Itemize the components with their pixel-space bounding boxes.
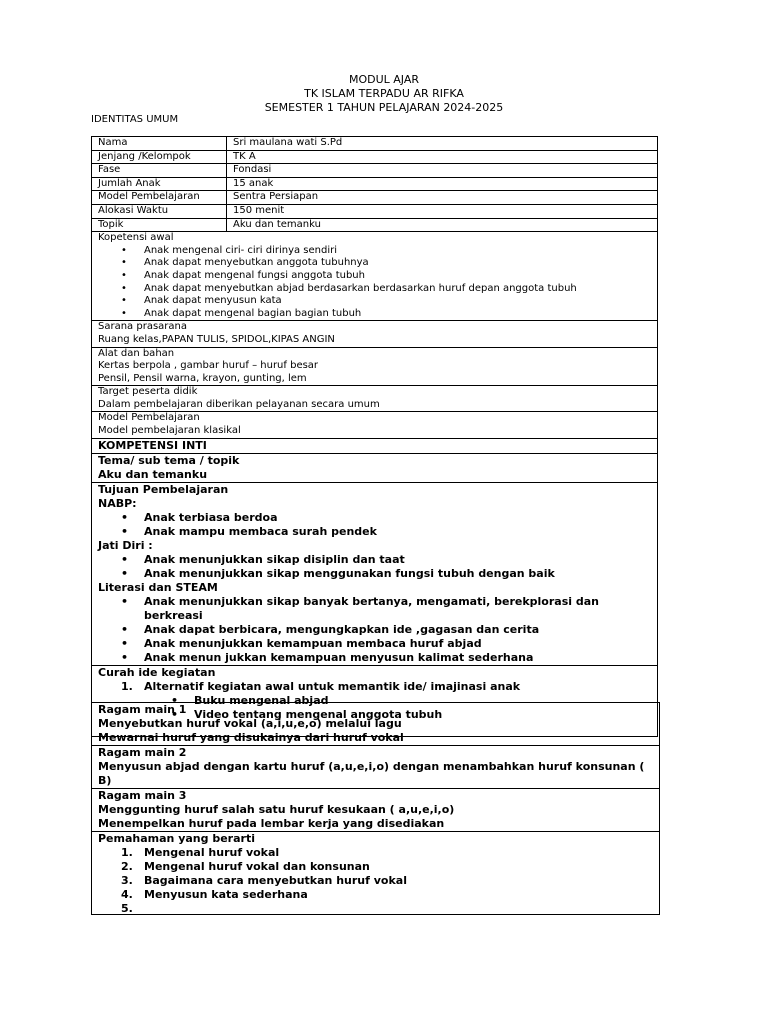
identitas-value: Sri maulana wati S.Pd (227, 137, 658, 150)
pemahaman-title: Pemahaman yang berarti (98, 832, 255, 845)
pemahaman-text (144, 902, 148, 915)
curah-ide-subitem: • Video tentang mengenal anggota tubuh (194, 708, 657, 722)
ragam-main-3-line-1: Menggunting huruf salah satu huruf kesukaan ( a,u,e,i,o) (98, 803, 455, 816)
target-title: Target peserta didik (98, 386, 198, 398)
curah-ide-title: Curah ide kegiatan (98, 665, 216, 679)
nabp-item: • Anak mampu membaca surah pendek (144, 525, 657, 539)
identitas-row (92, 204, 657, 218)
pemahaman-number: 3. (121, 874, 133, 887)
tema-text: Aku dan temanku (98, 467, 208, 481)
pemahaman-item (121, 846, 659, 860)
identitas-section (92, 137, 657, 232)
identitas-label: Alokasi Waktu (92, 204, 227, 218)
identitas-value: Sentra Persiapan (227, 191, 658, 205)
identitas-label: Jumlah Anak (92, 177, 227, 191)
kompetensi-inti-section (92, 439, 657, 454)
literasi-item: • Anak menunjukkan sikap banyak bertanya, mengamati, berekplorasi dan berkreasi (144, 595, 657, 623)
nabp-label: NABP: (98, 496, 137, 510)
target-section (92, 386, 657, 412)
doc-title-line-1: MODUL AJAR (348, 73, 420, 86)
identitas-label: Model Pembelajaran (92, 191, 227, 205)
jati-diri-item: • Anak menunjukkan sikap disiplin dan taat (144, 553, 657, 567)
pemahaman-number: 4. (121, 888, 133, 901)
ragam-main-3-title: Ragam main 3 (98, 789, 187, 802)
ragam-main-2 (92, 746, 659, 789)
model-title: Model Pembelajaran (98, 412, 200, 424)
identitas-value: 150 menit (227, 204, 658, 218)
kompetensi-awal-title: Kopetensi awal (98, 232, 174, 244)
sarana-title: Sarana prasarana (98, 321, 187, 333)
pemahaman-item (121, 860, 659, 874)
identitas-row (92, 150, 657, 164)
literasi-item: • Anak dapat berbicara, mengungkapkan ide ,gagasan dan cerita (144, 623, 657, 637)
target-text: Dalam pembelajaran diberikan pelayanan secara umum (98, 398, 380, 410)
curah-ide-list (98, 680, 657, 694)
model-section (92, 412, 657, 438)
jati-diri-label: Jati Diri : (98, 538, 153, 552)
identitas-value: Aku dan temanku (233, 218, 321, 230)
kompetensi-awal-item: • Anak dapat menyebutkan anggota tubuhnya (144, 257, 657, 270)
literasi-list (98, 595, 657, 665)
pemahaman-text: Bagaimana cara menyebutkan huruf vokal (144, 874, 407, 887)
identitas-heading: IDENTITAS UMUM (91, 114, 179, 125)
ragam-main-1-title: Ragam main 1 (98, 703, 187, 716)
jati-diri-list (98, 553, 657, 581)
pemahaman-item (121, 888, 659, 902)
ragam-main-3-line-2: Menempelkan huruf pada lembar kerja yang disediakan (98, 817, 445, 830)
ragam-main-1 (92, 703, 659, 746)
identitas-value: TK A (227, 150, 658, 164)
pemahaman-list (98, 846, 659, 916)
kompetensi-awal-item: • Anak dapat mengenal fungsi anggota tubuh (144, 270, 657, 283)
ragam-main-table (91, 702, 660, 915)
tema-title: Tema/ sub tema / topik (98, 453, 240, 467)
identitas-label: Fase (92, 164, 227, 178)
model-text: Model pembelajaran klasikal (98, 425, 241, 437)
identitas-label: Topik (92, 218, 227, 231)
sarana-section (92, 321, 657, 347)
doc-title-line-2: TK ISLAM TERPADU AR RIFKA (304, 87, 464, 100)
ragam-main-1-line-1: Menyebutkan huruf vokal (a,i,u,e,o) melalui lagu (98, 717, 402, 730)
identitas-row (92, 218, 657, 231)
tujuan-title: Tujuan Pembelajaran (98, 482, 229, 496)
kompetensi-awal-item: • Anak dapat menyebutkan abjad berdasarkan berdasarkan huruf depan anggota tubuh (144, 283, 657, 296)
ragam-main-3 (92, 789, 659, 832)
curah-ide-number: 1. (121, 679, 133, 693)
identitas-row (92, 164, 657, 178)
alat-bahan-line-2: Pensil, Pensil warna, krayon, gunting, lem (98, 372, 307, 384)
kompetensi-awal-item: • Anak dapat mengenal bagian bagian tubuh (144, 308, 657, 321)
doc-title-line-3: SEMESTER 1 TAHUN PELAJARAN 2024-2025 (264, 101, 504, 114)
pemahaman-text: Mengenal huruf vokal (144, 846, 280, 859)
pemahaman-number: 5. (121, 902, 133, 915)
pemahaman-section (92, 832, 659, 914)
jati-diri-item: • Anak menunjukkan sikap menggunakan fungsi tubuh dengan baik (144, 567, 657, 581)
identitas-row (92, 191, 657, 205)
pemahaman-item (121, 874, 659, 888)
identitas-value: 15 anak (227, 177, 658, 191)
sarana-text: Ruang kelas,PAPAN TULIS, SPIDOL,KIPAS ANGIN (98, 333, 335, 345)
identitas-row (92, 137, 657, 150)
module-main-table (91, 136, 658, 737)
alat-bahan-title: Alat dan bahan (98, 347, 175, 359)
kompetensi-awal-item: • Anak mengenal ciri- ciri dirinya sendiri (144, 245, 657, 258)
literasi-item: • Anak menunjukkan kemampuan membaca huruf abjad (144, 637, 657, 651)
pemahaman-text: Menyusun kata sederhana (144, 888, 308, 901)
kompetensi-inti-title: KOMPETENSI INTI (98, 438, 207, 452)
tujuan-section (92, 483, 657, 666)
nabp-list (98, 511, 657, 539)
identitas-table (92, 137, 657, 231)
ragam-main-1-line-2: Mewarnai huruf yang disukainya dari huruf vokal (98, 731, 404, 744)
ragam-main-2-line-1: Menyusun abjad dengan kartu huruf (a,u,e,i,o) dengan menambahkan huruf konsunan ( B) (98, 760, 645, 787)
literasi-label: Literasi dan STEAM (98, 580, 218, 594)
identitas-label: Nama (92, 137, 227, 150)
nabp-item: • Anak terbiasa berdoa (144, 511, 657, 525)
literasi-item: • Anak menun jukkan kemampuan menyusun kalimat sederhana (144, 651, 657, 665)
kompetensi-awal-item: • Anak dapat menyusun kata (144, 295, 657, 308)
pemahaman-item (121, 902, 659, 916)
pemahaman-text: Mengenal huruf vokal dan konsunan (144, 860, 370, 873)
pemahaman-number: 1. (121, 846, 133, 859)
alat-bahan-line-1: Kertas berpola , gambar huruf – huruf besar (98, 360, 319, 372)
curah-ide-text: Alternatif kegiatan awal untuk memantik ide/ imajinasi anak (144, 679, 521, 693)
tema-section (92, 454, 657, 483)
kompetensi-awal-list (98, 245, 657, 321)
identitas-row (92, 177, 657, 191)
kompetensi-awal-section (92, 232, 657, 321)
ragam-main-2-title: Ragam main 2 (98, 746, 187, 759)
curah-ide-subitem: • Buku mengenal abjad (194, 694, 657, 708)
pemahaman-number: 2. (121, 860, 133, 873)
alat-bahan-section (92, 348, 657, 387)
identitas-label: Jenjang /Kelompok (92, 150, 227, 164)
identitas-value: Fondasi (227, 164, 658, 178)
curah-ide-item (121, 679, 657, 694)
